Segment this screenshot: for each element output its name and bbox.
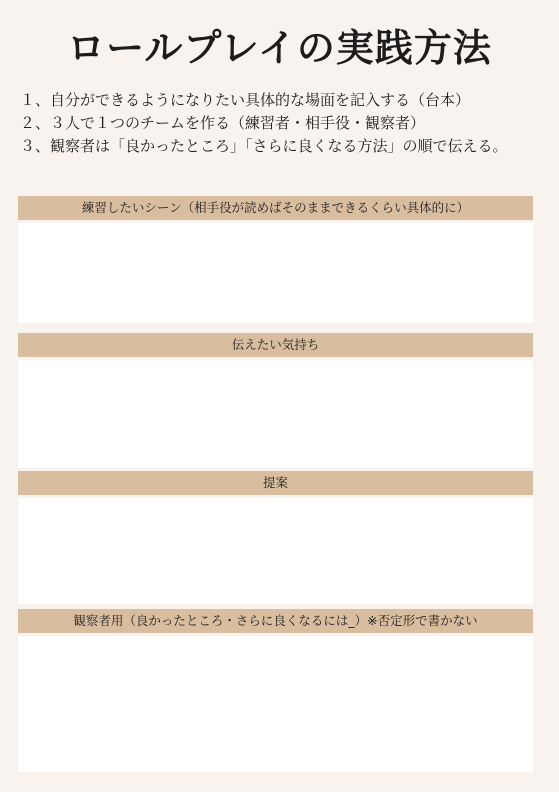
instruction-number: ２、 <box>20 114 51 132</box>
page-title: ロールプレイの実践方法 <box>67 26 492 70</box>
proposal-header: 提案 <box>18 471 533 495</box>
practice-scene-input-area[interactable] <box>18 223 533 323</box>
instruction-text: ３人で１つのチームを作る（練習者・相手役・観察者） <box>50 114 426 132</box>
practice-scene-header: 練習したいシーン（相手役が読めばそのままできるくらい具体的に） <box>18 196 533 220</box>
instruction-text: 観察者は「良かったところ」「さらに良くなる方法」の順で伝える。 <box>50 137 508 155</box>
instruction-list <box>20 89 545 158</box>
instruction-item <box>20 112 545 135</box>
feelings-input-area[interactable] <box>18 360 533 468</box>
feelings-section <box>18 333 533 468</box>
observer-input-area[interactable] <box>18 636 533 772</box>
instruction-number: ３、 <box>20 137 51 155</box>
practice-scene-section <box>18 196 533 323</box>
instruction-text: 自分ができるようになりたい具体的な場面を記入する（台本） <box>50 91 471 109</box>
instruction-item <box>20 135 545 158</box>
feelings-header: 伝えたい気持ち <box>18 333 533 357</box>
observer-header: 観察者用（良かったところ・さらに良くなるには_）※否定形で書かない <box>18 609 533 633</box>
instruction-number: １、 <box>20 91 51 109</box>
observer-section <box>18 609 533 772</box>
proposal-section <box>18 471 533 604</box>
proposal-input-area[interactable] <box>18 498 533 604</box>
instruction-item <box>20 89 545 112</box>
